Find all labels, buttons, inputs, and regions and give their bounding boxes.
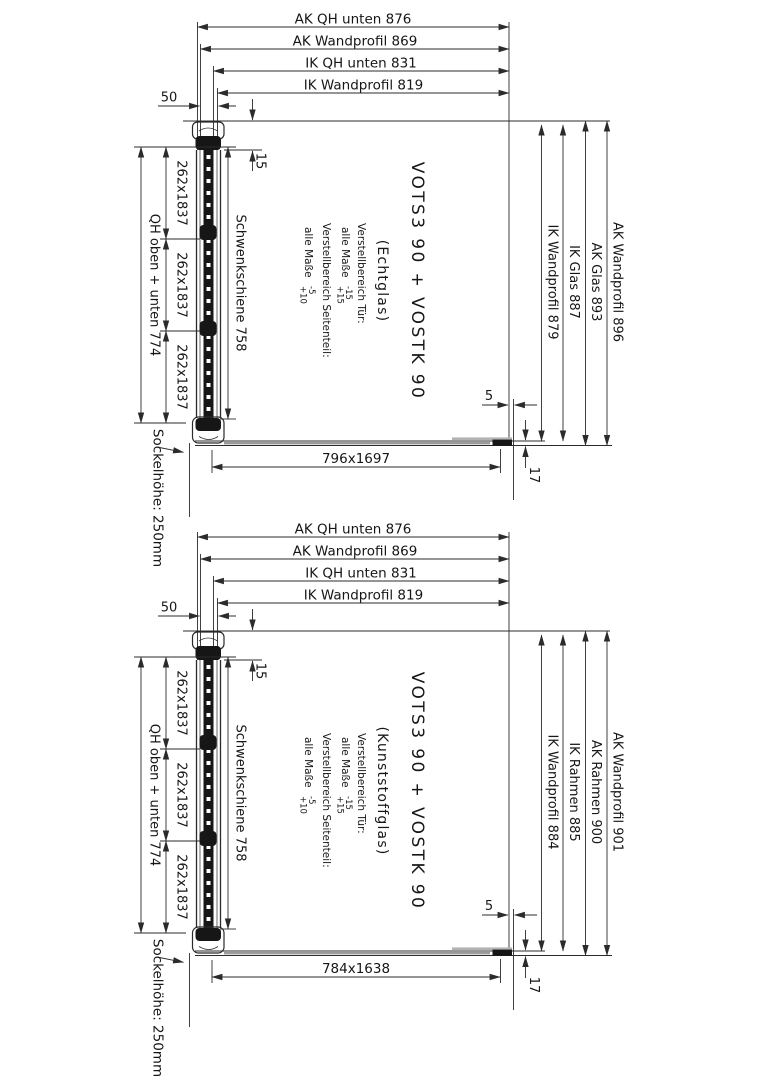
dim-label-right-2: IK Rahmen 885 xyxy=(566,742,581,842)
adjust-side-prefix: alle Maße xyxy=(302,737,314,788)
adjust-door-prefix: alle Maße xyxy=(339,227,351,278)
dim-label-right-1: IK Wandprofil 879 xyxy=(544,224,560,340)
adjust-door-plus: +15 xyxy=(334,286,345,304)
adjust-door-minus: -15 xyxy=(343,286,353,300)
dim-label-ik-wandprofil: IK Wandprofil 819 xyxy=(303,77,424,94)
dim-label-15: 15 xyxy=(252,152,268,170)
dim-label-qh-overall: QH oben + unten 774 xyxy=(146,723,162,867)
door-size-label: 796x1697 xyxy=(321,451,391,467)
drawing-linework xyxy=(134,532,612,1027)
dim-label-schwenkschiene: Schwenkschiene 758 xyxy=(232,724,248,862)
adjust-side-prefix: alle Maße xyxy=(302,227,314,278)
drawing-echtglas xyxy=(134,12,625,568)
drawing-kunststoffglas xyxy=(134,522,625,1078)
dim-label-right-3: AK Rahmen 900 xyxy=(588,739,603,845)
door-size-label: 784x1638 xyxy=(321,961,391,977)
adjust-side-plus: +10 xyxy=(297,796,308,814)
glass-segment-label: 262x1837 xyxy=(173,670,189,736)
dim-label-5: 5 xyxy=(484,389,494,404)
adjust-door-plus: +15 xyxy=(334,796,345,814)
dim-label-ak-wandprofil: AK Wandprofil 869 xyxy=(292,543,418,560)
glass-segment-label: 262x1837 xyxy=(173,344,189,410)
adjust-side-minus: -5 xyxy=(306,796,316,805)
model-title: VOTS3 90 + VOSTK 90 xyxy=(407,161,427,401)
socket-height-label: Sockelhöhe: 250mm xyxy=(149,428,166,568)
dim-label-ik-wandprofil: IK Wandprofil 819 xyxy=(303,587,424,604)
dim-label-qh-overall: QH oben + unten 774 xyxy=(146,213,162,357)
dim-label-right-4: AK Wandprofil 896 xyxy=(609,221,625,343)
glass-segment-label: 262x1837 xyxy=(173,160,189,226)
dim-label-ak-qh-unten: AK QH unten 876 xyxy=(294,11,412,28)
adjust-side-label: Verstellbereich Seitenteil: xyxy=(320,733,332,868)
dim-label-17: 17 xyxy=(526,976,541,994)
socket-height-label: Sockelhöhe: 250mm xyxy=(149,938,166,1078)
glass-segment-label: 262x1837 xyxy=(173,854,189,920)
adjust-door-prefix: alle Maße xyxy=(339,737,351,788)
model-text-block xyxy=(298,672,428,910)
adjust-door-minus: -15 xyxy=(343,796,353,810)
adjust-side-minus: -5 xyxy=(306,286,316,295)
dim-label-schwenkschiene: Schwenkschiene 758 xyxy=(232,214,248,352)
dim-label-50: 50 xyxy=(160,90,178,106)
dim-label-17: 17 xyxy=(526,466,541,484)
drawing-linework xyxy=(134,22,612,517)
glass-segment-label: 262x1837 xyxy=(173,762,189,828)
dim-label-right-3: AK Glas 893 xyxy=(588,242,603,322)
dim-label-ak-wandprofil: AK Wandprofil 869 xyxy=(292,33,418,50)
adjust-door-label: Verstellbereich Tür: xyxy=(355,733,367,834)
dim-label-right-4: AK Wandprofil 901 xyxy=(609,731,625,853)
model-text-block xyxy=(298,162,428,400)
dim-label-ak-qh-unten: AK QH unten 876 xyxy=(294,521,412,538)
model-title: VOTS3 90 + VOSTK 90 xyxy=(407,671,427,911)
dim-label-5: 5 xyxy=(484,899,494,914)
dim-label-50: 50 xyxy=(160,600,178,616)
dim-label-15: 15 xyxy=(252,662,268,680)
adjust-side-label: Verstellbereich Seitenteil: xyxy=(320,223,332,358)
glass-type-label: (Echtglas) xyxy=(374,239,390,323)
dim-label-ik-qh-unten: IK QH unten 831 xyxy=(305,565,417,582)
adjust-door-label: Verstellbereich Tür: xyxy=(355,223,367,324)
dim-label-right-1: IK Wandprofil 884 xyxy=(544,734,560,850)
dim-label-right-2: IK Glas 887 xyxy=(566,245,581,319)
glass-segment-label: 262x1837 xyxy=(173,252,189,318)
dim-label-ik-qh-unten: IK QH unten 831 xyxy=(305,55,417,72)
adjust-side-plus: +10 xyxy=(297,286,308,304)
glass-type-label: (Kunststoffglas) xyxy=(374,726,390,856)
